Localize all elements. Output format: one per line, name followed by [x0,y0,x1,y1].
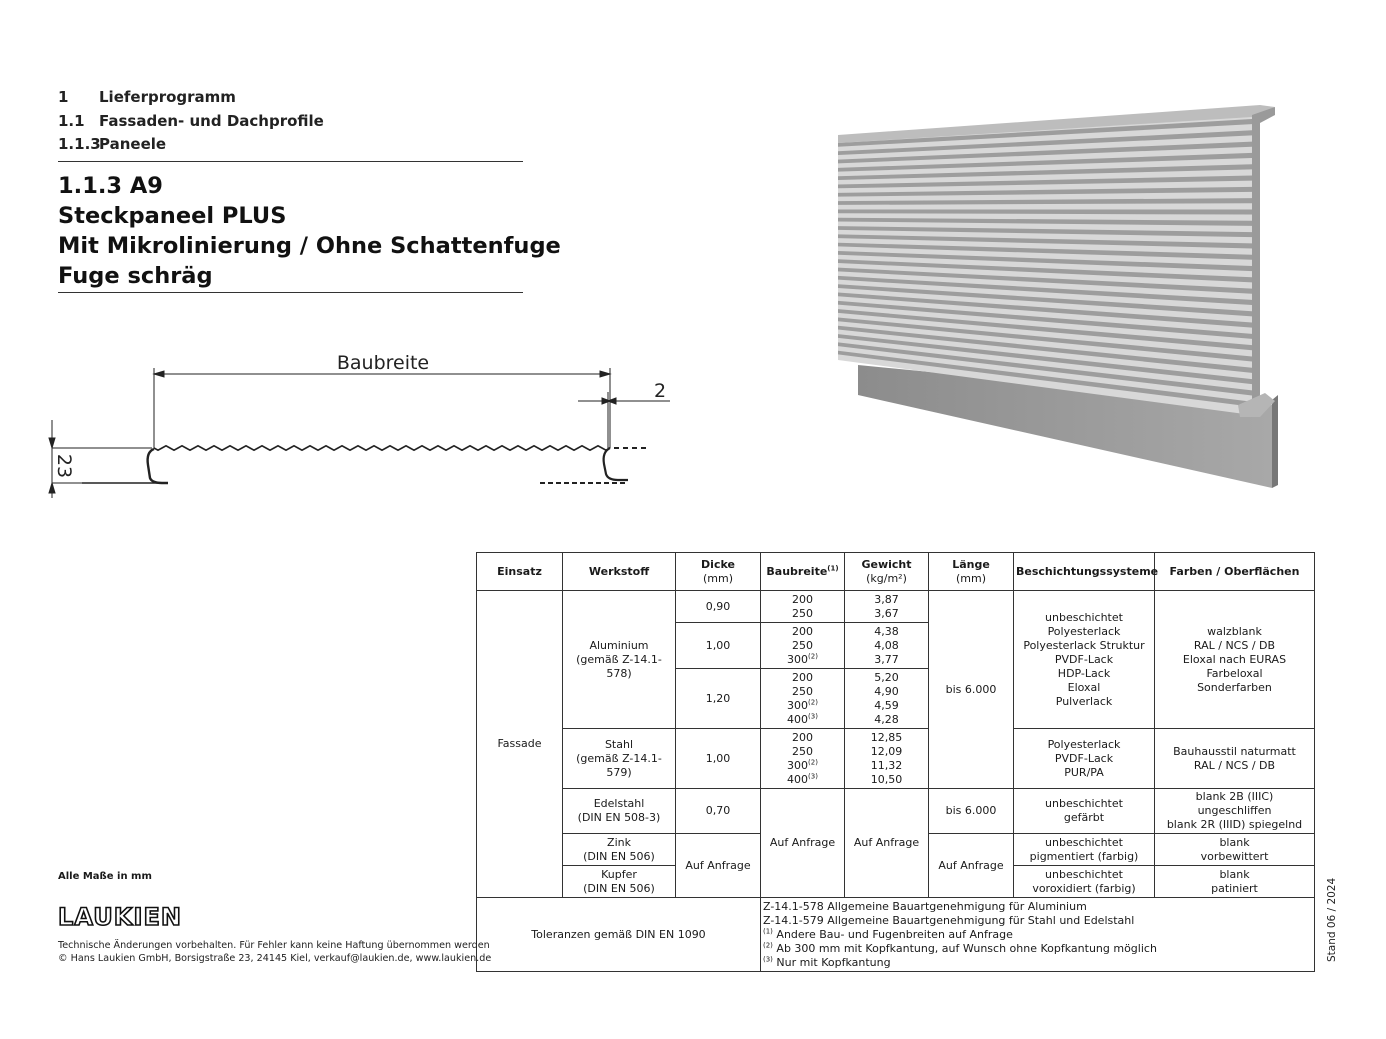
toleranzen-cell: Toleranzen gemäß DIN EN 1090 [477,898,761,972]
farben-zink: blank vorbewittert [1155,834,1315,866]
divider-bottom [58,292,523,293]
farben-edelstahl: blank 2B (IIIC) ungeschliffen blank 2R (IIID) spiegelnd [1155,789,1315,834]
svg-text:LAUKIEN: LAUKIEN [58,903,180,929]
gewicht-cell: 4,38 4,08 3,77 [845,623,929,669]
stand-date: Stand 06 / 2024 [1326,877,1338,962]
title-line-3: Mit Mikrolinierung / Ohne Schattenfuge [58,233,561,259]
th-werkstoff: Werkstoff [563,553,676,591]
dicke-cell: 1,20 [676,669,761,729]
th-farben: Farben / Oberflächen [1155,553,1315,591]
height-label: 23 [53,453,75,479]
baubreite-anfrage: Auf Anfrage [761,789,845,898]
breadcrumb-level-2: 1.1 Fassaden- und Dachprofile [58,111,324,130]
breadcrumb [58,86,324,157]
table-row [477,789,1315,834]
th-beschichtung: Beschichtungssysteme [1014,553,1155,591]
laenge-cell: bis 6.000 [929,591,1014,789]
dicke-anfrage: Auf Anfrage [676,834,761,898]
gewicht-cell: 3,87 3,67 [845,591,929,623]
gap-label: 2 [653,380,667,402]
beschichtung-kupfer: unbeschichtet voroxidiert (farbig) [1014,866,1155,898]
gewicht-cell: 5,20 4,90 4,59 4,28 [845,669,929,729]
farben-alu: walzblank RAL / NCS / DB Eloxal nach EURAS Farbeloxal Sonderfarben [1155,591,1315,729]
baubreite-cell: 200 250 300$^{(2)}$ 400$^{(3)}$ [761,669,845,729]
baubreite-label: Baubreite [336,352,430,374]
spec-table [476,552,1315,972]
baubreite-cell: 200 250 300$^{(2)}$ 400$^{(3)}$ [761,729,845,789]
laenge-cell: bis 6.000 [929,789,1014,834]
title-line-4: Fuge schräg [58,263,213,289]
title-line-1: 1.1.3 A9 [58,173,163,199]
th-gewicht: Gewicht (kg/m²) [845,553,929,591]
table-row [477,591,1315,623]
einsatz-cell: Fassade [477,591,563,898]
th-einsatz: Einsatz [477,553,563,591]
page-title [58,171,561,291]
masse-note: Alle Maße in mm [58,871,152,882]
notes-row [477,898,1315,972]
breadcrumb-level-1: 1 Lieferprogramm [58,88,236,106]
th-dicke: Dicke (mm) [676,553,761,591]
panel-illustration [820,95,1290,490]
dicke-cell: 0,90 [676,591,761,623]
profile-line [154,446,610,450]
laukien-logo [58,903,183,929]
werkstoff-alu: Aluminium (gemäß Z-14.1-578) [563,591,676,729]
baubreite-cell: 200 250 [761,591,845,623]
farben-kupfer: blank patiniert [1155,866,1315,898]
table-row [477,729,1315,789]
th-baubreite: Baubreite$^{(1)}$ [761,553,845,591]
werkstoff-kupfer: Kupfer (DIN EN 506) [563,866,676,898]
dicke-cell: 1,00 [676,729,761,789]
beschichtung-stahl: Polyesterlack PVDF-Lack PUR/PA [1014,729,1155,789]
dicke-cell: 0,70 [676,789,761,834]
dicke-cell: 1,00 [676,623,761,669]
th-laenge: Länge (mm) [929,553,1014,591]
gewicht-anfrage: Auf Anfrage [845,789,929,898]
beschichtung-zink: unbeschichtet pigmentiert (farbig) [1014,834,1155,866]
beschichtung-edelstahl: unbeschichtet gefärbt [1014,789,1155,834]
header-row [477,553,1315,591]
gewicht-cell: 12,85 12,09 11,32 10,50 [845,729,929,789]
profile-drawing [40,340,680,510]
beschichtung-alu: unbeschichtet Polyesterlack Polyesterlack Struktur PVDF-Lack HDP-Lack Eloxal Pulverlack [1014,591,1155,729]
farben-stahl: Bauhausstil naturmatt RAL / NCS / DB [1155,729,1315,789]
divider-top [58,161,523,162]
title-line-2: Steckpaneel PLUS [58,203,287,229]
footer-text: Technische Änderungen vorbehalten. Für Fehler kann keine Haftung übernommen werden © Hans Laukien GmbH, Borsigstraße 23, 24145 Kiel, verkauf@laukien.de, www.laukien.de [58,940,492,964]
baubreite-cell: 200 250 300$^{(2)}$ [761,623,845,669]
werkstoff-stahl: Stahl (gemäß Z-14.1-579) [563,729,676,789]
notes-cell: Z-14.1-578 Allgemeine Bauartgenehmigung für Aluminium Z-14.1-579 Allgemeine Bauartgenehmigung für Stahl und Edelstahl $^{(1)}$ Andere Bau- und Fugenbreiten auf Anfrage $^{(2)}$ Ab 300 mm mit Kopfkantung, auf Wunsch ohne Kopfkantung möglich $^{(3)}$ Nur mit Kopfkantung [761,898,1315,972]
werkstoff-edelstahl: Edelstahl (DIN EN 508-3) [563,789,676,834]
breadcrumb-level-3: 1.1.3 Paneele [58,135,167,153]
werkstoff-zink: Zink (DIN EN 506) [563,834,676,866]
laenge-anfrage: Auf Anfrage [929,834,1014,898]
